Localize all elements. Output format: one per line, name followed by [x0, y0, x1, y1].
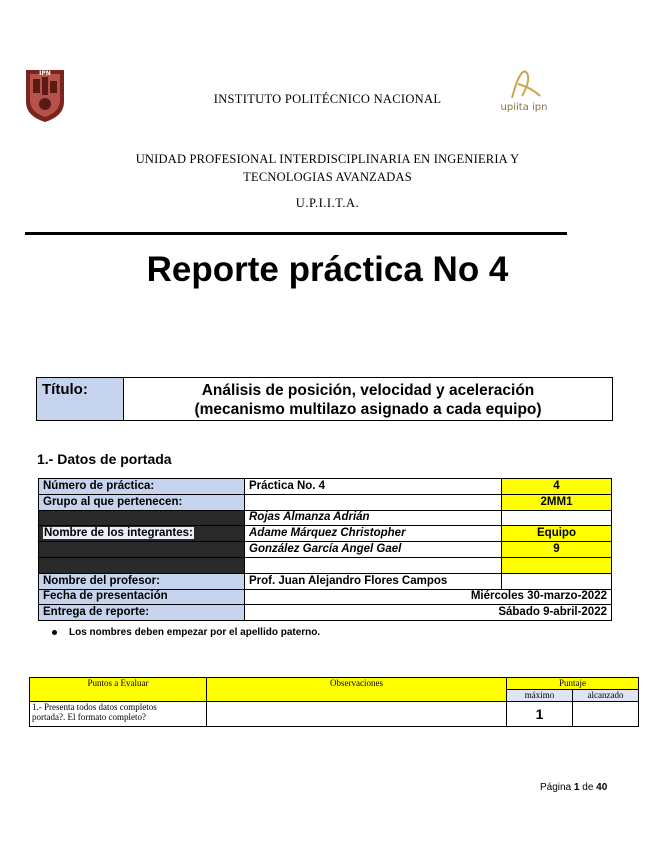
- title-text: [124, 378, 612, 420]
- page-word: Página: [540, 782, 572, 793]
- unit-name-line1: UNIDAD PROFESIONAL INTERDISCIPLINARIA EN INGENIERIA Y: [135, 152, 520, 166]
- member-name-2: Adame Márquez Christopher: [245, 526, 502, 542]
- practice-number-code: 4: [502, 479, 612, 495]
- table-row: [39, 479, 612, 495]
- title-text-line1: Análisis de posición, velocidad y aceleración: [201, 382, 535, 399]
- table-row: [30, 702, 639, 727]
- table-row: [39, 542, 612, 558]
- title-text-line2: (mecanismo multilazo asignado a cada equipo): [194, 401, 542, 418]
- table-row: [39, 605, 612, 621]
- professor-name: Prof. Juan Alejandro Flores Campos: [245, 573, 502, 589]
- empty-yellow-cell: [502, 557, 612, 573]
- member-name-3: González García Angel Gael: [245, 542, 502, 558]
- observations-cell: [207, 702, 507, 727]
- presentation-date-label: Fecha de presentación: [39, 589, 245, 605]
- point-description-line2: portada?. El formato completo?: [32, 712, 146, 722]
- unit-abbreviation: U.P.I.I.T.A.: [295, 196, 360, 210]
- header-score: Puntaje: [507, 678, 639, 690]
- team-number: 9: [502, 542, 612, 558]
- cover-data-table: [38, 478, 612, 621]
- page-current: 1: [573, 782, 580, 793]
- team-label: Equipo: [502, 526, 612, 542]
- page-number: [540, 782, 607, 793]
- names-note: [52, 627, 320, 638]
- header-achieved: alcanzado: [573, 690, 639, 702]
- title-label: Título:: [37, 378, 124, 420]
- unit-name-line2: TECNOLOGIAS AVANZADAS: [243, 170, 412, 184]
- table-row: [39, 526, 612, 542]
- dark-cell: [39, 557, 245, 573]
- point-description: [30, 702, 207, 727]
- unit-name: [40, 150, 615, 186]
- title-box: [36, 377, 613, 421]
- professor-label: Nombre del profesor:: [39, 573, 245, 589]
- report-title: Reporte práctica No 4: [146, 250, 509, 289]
- names-note-text: Los nombres deben empezar por el apellido paterno.: [69, 627, 321, 638]
- table-row: [30, 678, 639, 690]
- page-sep: de: [582, 782, 594, 793]
- table-row: [39, 494, 612, 510]
- empty-cell: [245, 557, 502, 573]
- member-name-1: Rojas Almanza Adrián: [245, 510, 502, 526]
- point-description-line1: 1.- Presenta todos datos completos: [32, 702, 157, 712]
- header-observations: Observaciones: [207, 678, 507, 702]
- group-label: Grupo al que pertenecen:: [39, 494, 245, 510]
- table-row: [39, 573, 612, 589]
- bullet-icon: [52, 630, 57, 635]
- header-points: Puntos a Evaluar: [30, 678, 207, 702]
- delivery-date-label: Entrega de reporte:: [39, 605, 245, 621]
- table-row: [39, 589, 612, 605]
- dark-cell: [39, 542, 245, 558]
- institute-name: INSTITUTO POLITÉCNICO NACIONAL: [213, 92, 442, 106]
- group-code: 2MM1: [502, 494, 612, 510]
- upiita-logo: [492, 66, 556, 116]
- evaluation-table: [29, 677, 639, 727]
- page-total: 40: [596, 782, 608, 793]
- empty-cell: [502, 573, 612, 589]
- practice-number-value: Práctica No. 4: [245, 479, 502, 495]
- practice-number-label: Número de práctica:: [39, 479, 245, 495]
- header-divider: [25, 232, 567, 235]
- group-value: [245, 494, 502, 510]
- presentation-date-value: Miércoles 30-marzo-2022: [245, 589, 612, 605]
- table-row: [39, 557, 612, 573]
- ipn-logo-text: IPN: [39, 70, 51, 77]
- table-row: [39, 510, 612, 526]
- delivery-date-value: Sábado 9-abril-2022: [245, 605, 612, 621]
- achieved-score: [573, 702, 639, 727]
- max-score: 1: [507, 702, 573, 727]
- members-label: [39, 526, 245, 542]
- dark-cell: [39, 510, 245, 526]
- upiita-logo-text: upiita ipn: [500, 102, 548, 113]
- header-max: máximo: [507, 690, 573, 702]
- empty-cell: [502, 510, 612, 526]
- section-heading: 1.- Datos de portada: [37, 451, 172, 467]
- members-label-text: Nombre de los integrantes:: [44, 527, 193, 540]
